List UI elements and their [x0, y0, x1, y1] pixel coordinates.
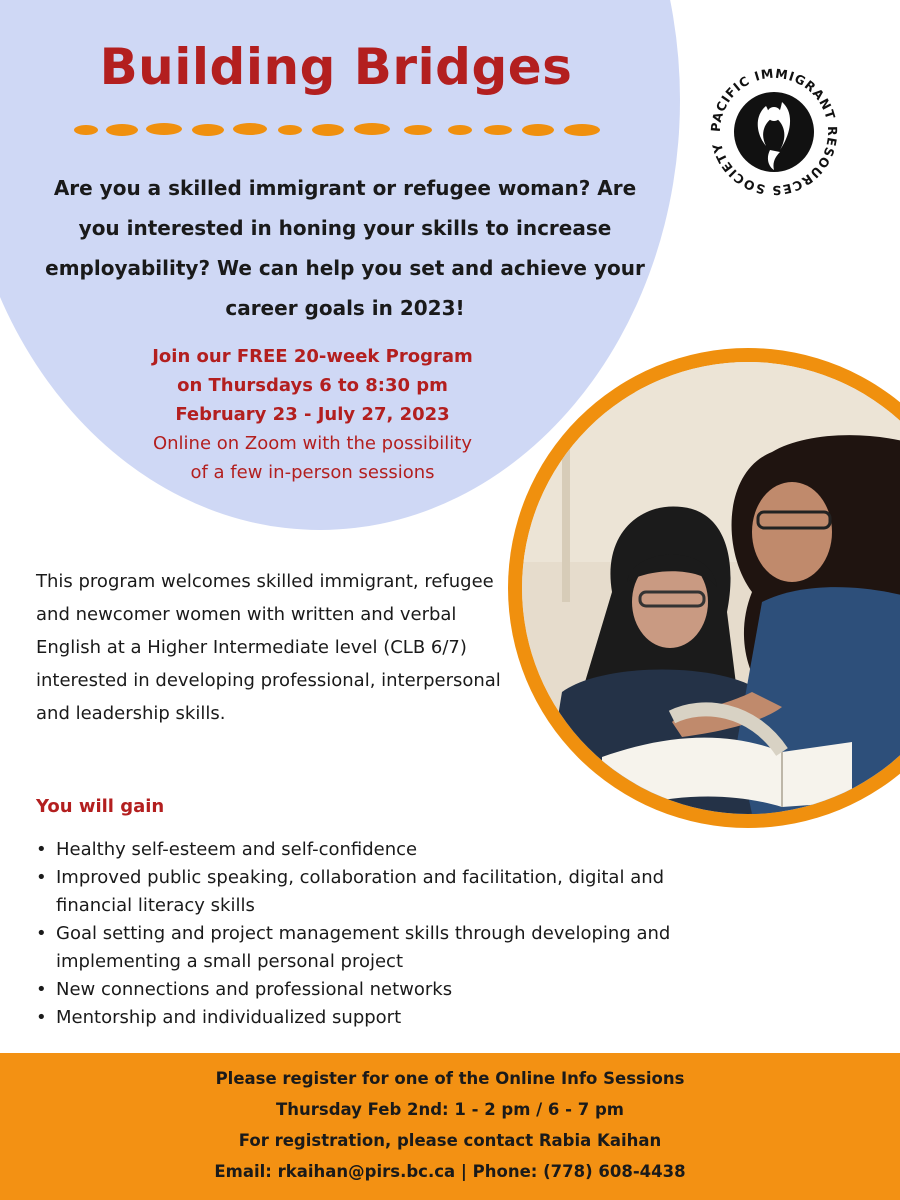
program-line-2: on Thursdays 6 to 8:30 pm	[177, 375, 448, 396]
gain-item: • New connections and professional networks	[36, 976, 716, 1004]
program-line-3: February 23 - July 27, 2023	[175, 404, 450, 425]
gain-item: • Healthy self-esteem and self-confidence	[36, 836, 716, 864]
program-line-1: Join our FREE 20-week Program	[152, 346, 473, 367]
footer-line-3: For registration, please contact Rabia Kaihan	[238, 1131, 662, 1150]
bullet-icon: •	[36, 867, 47, 888]
intro-text: Are you a skilled immigrant or refugee woman? Are you interested in honing your skills to increase employability? We can help you set and achieve your career goals in 2023!	[45, 176, 645, 320]
program-line-4: Online on Zoom with the possibility	[152, 433, 473, 454]
footer-line-2: Thursday Feb 2nd: 1 - 2 pm / 6 - 7 pm	[276, 1100, 624, 1119]
bullet-icon: •	[36, 979, 47, 1000]
footer-line-1: Please register for one of the Online Info Sessions	[215, 1069, 685, 1088]
registration-footer	[0, 1053, 900, 1200]
footer-contact-line[interactable]: Email: rkaihan@pirs.bc.ca | Phone: (778) 608-4438	[214, 1162, 686, 1181]
bullet-icon: •	[36, 839, 47, 860]
bullet-icon: •	[36, 1007, 47, 1028]
gains-list	[36, 836, 716, 1032]
bullet-icon: •	[36, 923, 47, 944]
gain-item: • Mentorship and individualized support	[36, 1004, 716, 1032]
page-title: Building Bridges	[99, 38, 573, 96]
footer-text	[0, 1063, 900, 1187]
program-details	[60, 342, 565, 487]
decorative-brush-divider	[72, 120, 612, 140]
gain-item: • Improved public speaking, collaboration and facilitation, digital and financial literacy skills	[36, 864, 716, 920]
gains-heading: You will gain	[36, 796, 165, 817]
gain-item: • Goal setting and project management skills through developing and implementing a small personal project	[36, 920, 716, 976]
logo-text: PACIFIC IMMIGRANT RESOURCES SOCIETY	[707, 65, 841, 199]
program-description: This program welcomes skilled immigrant, refugee and newcomer women with written and verbal English at a Higher Intermediate level (CLB 6/7) interested in developing professional, interpersonal and leadership skills.	[36, 571, 501, 724]
pirs-logo	[696, 54, 852, 210]
program-line-5: of a few in-person sessions	[190, 462, 435, 483]
